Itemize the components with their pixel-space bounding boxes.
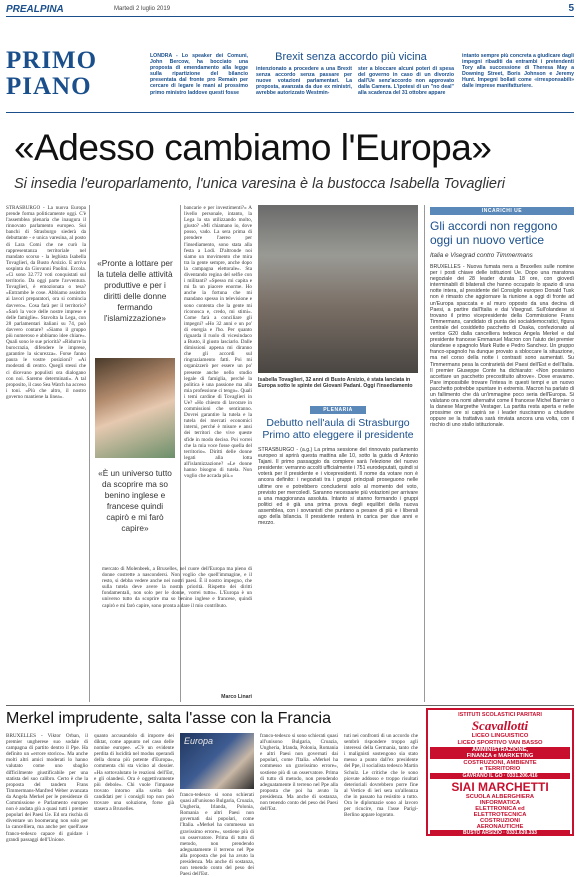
ad-line: ELETTRONICA ed <box>475 806 525 812</box>
ad-brand-2: SIAI MARCHETTI <box>451 780 549 794</box>
ad-line: SCUOLA ALBERGHIERA <box>465 794 535 800</box>
brexit-col-1: LONDRA - Lo speaker dei Comuni, John Bercow, ha bocciato una proposta di emendamento alla legge sulla ripartizione del bilancio presentata dal fronte pro Remain per cercare di legare le mani al prossimo primo ministro laddove questi fosse <box>150 53 248 96</box>
article-col-2: bancarie e per investimenti?» A livello personale, intanto, la Lega la sta utilizzando molto, giusto? «Mi chiamano io, dove posso, vado. La sera prima di prendere l'aereo per l'insediamento, sono stata alla festa a Lodi. D'altronde noi siamo un movimento che mira tra la gente sempre, anche dopo la campagna elettorale». Sta diventando regina del selfie con i militanti? «Spesso mi capita e mi fa un piacere enorme. Ho anche la fortuna che mi mandano spesso in televisione e sono contenta che la gente mi riconosca e, credo, mi stimi». Come farà a conciliare gli impegni? «Ho 32 anni e un po' di energia e l'ho. Per quanto riguarda il ruolo di vicesindaco a Busto, il giusto lasciarlo. Dalle dimissioni appena mi diranno che gli accordi sul ringraziamento fatti. Poi mi organizzerò per essere un po' presente anche nello studio legale di famiglia, perché la politica è una passione ma alla mia professione ci tengo». Quali i temi cardine di Tovaglieri in Ue? «Ho chiesto di lavorare in commissioni che sentiranno. Dovrei garantire la tutela e la tutela dei mercati economici interni, perché è misure e ansi dei territori che vive queste sfide in modo deciso. Poi vorrei che la mia voce fosse quella del territorio». Diritti delle donne legati alla lotta all'islamizzazione? «Le donne hanno bisogno di tutela. Non voglio che accada più.» <box>184 205 252 480</box>
page-number: 5 <box>568 3 574 14</box>
ad-line: COSTRUZIONI, AMBIENTE <box>463 760 537 766</box>
kicker-line-2: PIANO <box>6 73 92 100</box>
crowd-photo <box>258 205 418 373</box>
sidebar-subtitle: Italia e Visegrad contro Timmermans <box>430 252 533 259</box>
ad-line: LICEO SPORTIVO VAN BASSO <box>457 740 543 746</box>
article-signature: Marco Linari <box>221 694 252 700</box>
ad-brand-1: Scavallotti <box>471 718 529 733</box>
sidebar-text: BRUXELLES - Nuova fumata nera a Bruxelles sulle nomine per i posti chiave delle istituzioni Ue. Dopo una maratona negoziale dei 28 leader durata 18 ore, con giovedì interminabili di bilaterali che hanno occupato lo spazio di una notte intera, al presidente del Consiglio europeo Donald Tusk non è rimasto che aggiornare la riunione a oggi di fronte ad un'Europa spaccata e al muro opposto da una decina di Paesi, a partire dall'Italia e dai Visegrad. Sull'olandese si trovano il primo vicepresidente della Commissione Frans Timmermans, candidato di punta dei socialdemocratici, figura centrale del cosiddetto pacchetto di Osaka, confezionato al vertice G20 dalla cancelliera tedesca Angela Merkel e dal presidente francese Emmanuel Macron con l'aiuto dei premier olandese e spagnolo Mark Rutte e Pedro Sanchez. Un gruppo franco-spagnolo ha dunque provato a sbloccare la situazione, ma nel corso della notte i contrasti sono aumentati. Su Timmermans pesa la contrarietà dei Paesi dell'Est e dell'Italia. Il premier Giuseppe Conte ha dichiarato: «Non possiamo accettare un pacchetto precostituito altrove». Dove eravamo. Pare impossibile trovare l'intesa in questi tempi e un nuovo pacchetto potrebbe spuntare in extremis. Macron ha parlato di un fallimento che dà un'immagine poco seria dell'Europa. Si valutano ora nomi alternativi come il francese Michel Barnier o la danese Margrethe Vestager. La partita resta aperta e nelle prossime ore si capirà se i leader riusciranno a chiudere oppure se la trattativa sarà rinviata ancora una volta, con il rischio di uno stallo istituzionale. <box>430 264 574 429</box>
main-headline: «Adesso cambiamo l'Europa» <box>14 127 492 168</box>
section-kicker <box>6 48 136 108</box>
photo-label: Europa <box>184 736 214 746</box>
bottom-col-1: BRUXELLES - Viktor Orban, il premier ungherese suo sodale di campagna di partito dentro il Ppe. Ha definito un «errore storico». Ma anche molti altri amici moderati lo hanno valutato come uno sbaglio difficilmente giustificabile per una statista del suo calibro. Certo è che la proposta del tandem Frans Timmermans-Manfred Weber avanzata da Angela Merkel per le presidenze di Commissione e Parlamento europeo non è andata giù a quasi tutti i premier popolari dei Paesi Ue. Ed ora rischia di diventare un boomerang non solo per la cancelliera, ma anche per quell'asse franco-tedesco capace di guidare i grandi passaggi dell'Unione. <box>6 733 88 843</box>
sidebar-title: Gli accordi non reggono oggi un nuovo vertice <box>430 219 558 247</box>
bottom-col-2: quanto accusandolo di imporre dei diktat, come appunto nel caso delle nomine europee. «C'è un evidente perdita di lucidità nel modus operandi della donna più potente d'Europa», commenta chi sta vicino al dossier. «Ha sottovalutato le reazioni dell'Est, e gli olandesi. Ora è oggettivamente più debole». Chi vuole l'impasse trovato intorno alla scelta dei candidati per i consigli top non può trovare una soluzione, forse già stasera a Bruxelles. <box>94 733 174 813</box>
ad-line: AMMINISTRAZIONE, <box>430 747 570 753</box>
ad-line: AERONAUTICHE <box>476 824 524 830</box>
pull-quote-1: «Pronte a lottare per la tutela delle attività produttive e per i diritti delle donne fermando l'islamizzazione» <box>97 258 173 323</box>
brexit-col-2: intenzionato a procedere a una Brexit senza accordo senza passare per nuove votazioni parlamentari. La proposta, avanzata da due ex ministri, avrebbe autorizzato Westmin- <box>256 66 352 97</box>
ad-line: FINANZA e MARKETING <box>430 753 570 759</box>
school-advertisement[interactable] <box>426 708 574 836</box>
ad-line: e TERRITORIO <box>479 766 521 772</box>
plenaria-text: STRASBURGO - (a.g.) La prima sessione del rinnovato parlamento europeo si aprirà questa mattina alle 10, sotto la guida di Antonio Tajani. Il primo passaggio da compiere sarà l'elezione del nuovo presidente: verranno accolti ufficialmente i 751 eurodeputati, quindi si voterà per il presidente e i vicepresidenti. Il nome da votare non è ancora definito: i negoziati tra i gruppi principali proseguono nelle ultime ore e potrebbero concludersi solo al momento del voto, previsto per mercoledì. Saranno necessarie più votazioni per arrivare a una maggioranza assoluta. Intanto si stanno formando i gruppi politici ed è già una prima prova degli equilibri della nuova assemblea, con i sovranisti che puntano a pesare di più e i liberali ago della bilancia. Il presidente resterà in carica per due anni e mezzo. <box>258 447 418 527</box>
sidebar-tag: INCARICHI UE <box>430 207 574 215</box>
photo-caption: Isabella Tovaglieri, 32 anni di Busto Arsizio, è stata lanciata in Europa sotto le spinte dei Giovani Padani. Oggi l'insediamento <box>258 377 413 390</box>
merkel-photo <box>180 733 254 789</box>
ad-phone-1: GAVRANO IL GO · 0331.206.416 <box>430 773 570 779</box>
ad-line: INFORMATICA <box>479 800 521 806</box>
column-rule <box>89 205 90 702</box>
bottom-col-4: tuti nei confronti di un accordo che sembrò rispondere troppo agli interessi della Germania, tanto che i malignisti sostengono sia stato messo a punto dall'ex presidente del Ppe, il socialista tedesco Martin Schulz. Le critiche che le sono piovute addosso e troppo risultati deterioriali dovrebbero porre fine al Vertice di ieri sera un'alleanza che in passato ha resistito a tutto. Ora le diplomazie sono al lavoro per ricucire, ma l'asse Parigi-Berlino appare logorato. <box>344 733 418 819</box>
plenaria-tag: PLENARIA <box>310 406 366 414</box>
brexit-title: Brexit senza accordo più vicina <box>275 51 427 63</box>
issue-date: Martedì 2 luglio 2019 <box>114 6 171 12</box>
ad-line: ISTITUTI SCOLASTICI PARITARI <box>458 712 542 718</box>
page-header <box>6 4 574 17</box>
bottom-col-3b: franco-tedesco si sono schierati quasi all'unisono Bulgaria, Croazia, Ungheria, Irlanda, Polonia, Romania e altri Paesi non governati dai popolari, come l'Italia. «Merkel ha commesso un gravissimo errore», sostiene più di un osservatore. Prima di tutto di metodo, non prendendo adeguatamente il terreno nel Ppe alla proposta che poi ha avuto la presidenza. Ma anche di sostanza, non tenendo conto del peso dei Paesi dell'Est. <box>260 733 338 813</box>
bottom-divider <box>6 705 574 706</box>
top-divider <box>6 112 574 113</box>
column-rule <box>424 205 425 702</box>
ad-line: COSTRUZIONI <box>480 818 520 824</box>
plenaria-title: Debutto nell'aula di Strasburgo Primo atto eleggere il presidente <box>262 417 414 441</box>
pull-quote-2: «È un universo tutto da scoprire ma so benino inglese e francese quindi capirò e mi farò capire» <box>98 468 172 533</box>
kicker-line-1: PRIMO <box>6 47 98 74</box>
brexit-col-4: intanto sempre più concreta a giudicare dagli impegni ribaditi da entrambi i pretendenti Tory alla successione di Theresa May a Downing Street, Boris Johnson e Jeremy Hunt. Impegni bollati come «irresponsabili» dalle imprese manifatturiere. <box>462 53 574 90</box>
bottom-headline: Merkel imprudente, salta l'asse con la Francia <box>6 710 331 727</box>
ad-line: ELETTROTECNICA <box>473 812 527 818</box>
bottom-col-3: franco-tedesco si sono schierati quasi all'unisono Bulgaria, Croazia, Ungheria, Irlanda, Polonia, Romania e altri Paesi non governati dai popolari, come l'Italia. «Merkel ha commesso un gravissimo errore», sostiene più di un osservatore. Prima di tutto di metodo, non prendendo adeguatamente il terreno nel Ppe alla proposta che poi ha avuto la presidenza. Ma anche di sostanza, non tenendo conto del peso dei Paesi dell'Est. <box>180 792 254 877</box>
newspaper-logo: PREALPINA <box>6 4 64 15</box>
ad-line: LICEO LINGUISTICO <box>471 733 529 739</box>
main-subhead: Si insedia l'europarlamento, l'unica varesina è la bustocca Isabella Tovaglieri <box>14 176 506 192</box>
article-col-1: STRASBURGO - La nuova Europa prende forma politicamente oggi. C'è l'assemblea plenaria che inaugura il rinnovato parlamento europeo. Sui banchi di Strasburgo siederà da debuttante - e unica varesina, al posto di Lara Comi che ne curò la rappresentanza territoriale nel mandato scorso - la leghista Isabella Tovaglieri, da Busto Arsizio. E arriva sospinta da Giovanni Paolini. Eccola. «Ci sono 32.772 voti conquistati sul territorio. Da oggi parte l'avventura. Tovaglieri, è emozionata o tesa? «Entrambe le cose. Abbiamo assistito ai lavori preparatori, ora si comincia davvero». Cosa farà per il territorio? «Sarò la voce delle nostre imprese e delle famiglie». Stavolta la Lega, con 28 parlamentari italiani su 74, può davvero contare? «Siamo il gruppo più numeroso e abbiamo idee chiare». Quali sono le sue priorità? «Ridurre la burocrazia, difendere le imprese, garantire la sicurezza». Forse fanno paura le vostre posizioni? «Ai moderati di centro. Quegli stessi che ci dicevano populisti ora dialogano con noi. Saremo determinati». A tal proposito, il caso Sea Watch ha acceso i toni. «Più che altro, il nostro governo mantiene la linea». <box>6 205 87 400</box>
article-col-3: mercato di Molenbeek, a Bruxelles, nel cuore dell'Europa ma pieno di donne costrette a nascondersi. Non voglio che quell'immagine, e il resto, si debba vedere anche nei nostri paesi. È il nostro impegno, che sulla tutela deve avere la nostra priorità. Rispetto dei diritti fondamentali, non solo per le donne, vorrei tutto». L'Europa è un universo tutto da scoprire ma so benino inglese e francese, quindi capirò e mi farò capire, sono pronta a dare il mio contributo. <box>102 566 252 609</box>
brexit-col-3: ster a bloccare alcuni poteri di spesa del governo in caso di un divorzio dall'Ue senz'accordo non approvato dalla Camera. L'ipotesi di un "no deal" alla scadenza del 31 ottobre appare <box>358 66 454 97</box>
ad-phone-2: BUSTO ARSIZIO · 0331.639.333 <box>430 830 570 836</box>
portrait-photo <box>95 358 175 458</box>
